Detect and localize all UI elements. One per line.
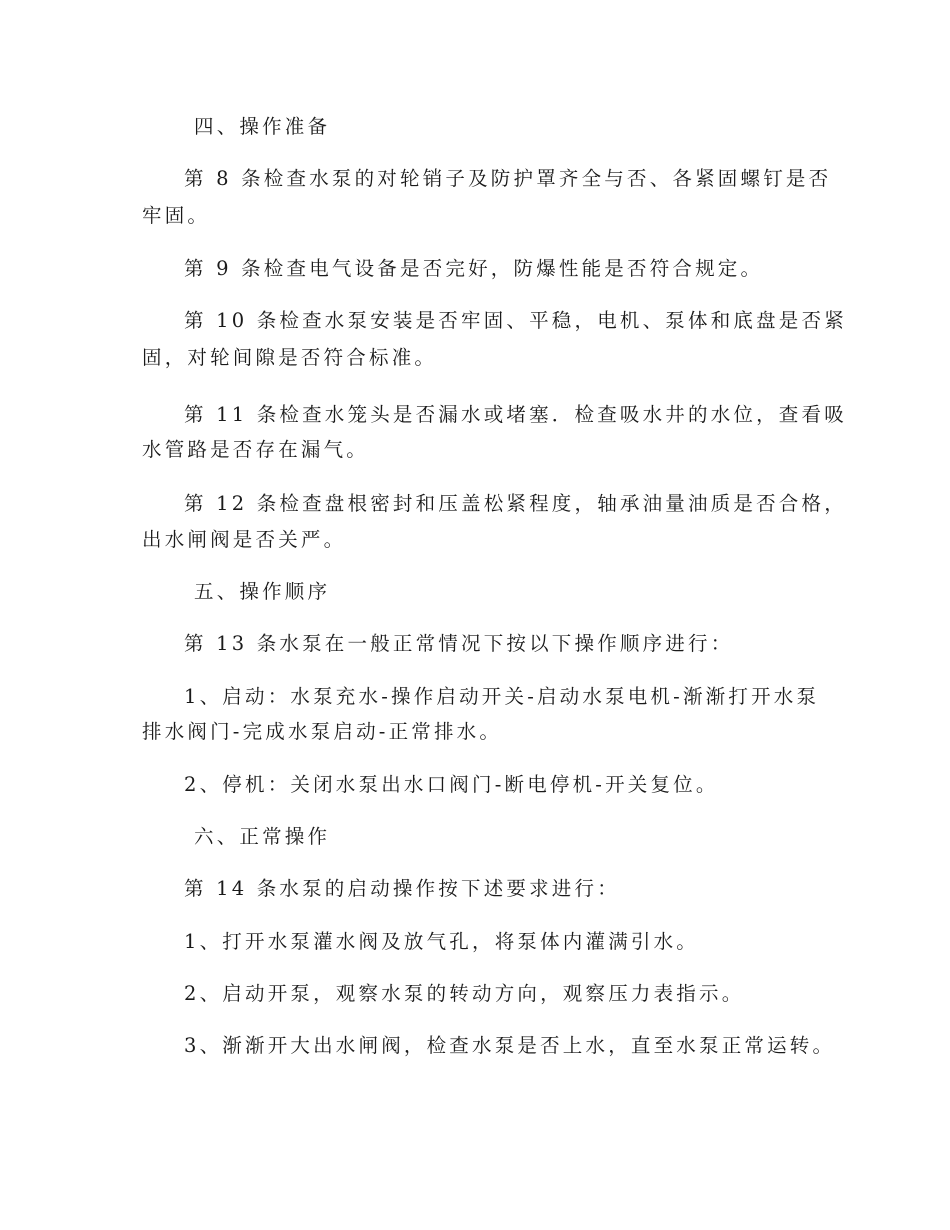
article-9: 第 9 条检查电气设备是否完好，防爆性能是否符合规定。 xyxy=(184,257,764,280)
article-12-line-1: 第 12 条检查盘根密封和压盖松紧程度，轴承油量油质是否合格， xyxy=(184,492,847,515)
operation-step-1: 1、打开水泵灌水阀及放气孔，将泵体内灌满引水。 xyxy=(184,930,700,953)
operation-step-3: 3、渐渐开大出水闸阀，检查水泵是否上水，直至水泵正常运转。 xyxy=(184,1034,836,1057)
step-start-line-1: 1、启动：水泵充水-操作启动开关-启动水泵电机-渐渐打开水泵 xyxy=(184,685,820,708)
section-heading-4: 四、操作准备 xyxy=(194,115,331,138)
step-stop: 2、停机：关闭水泵出水口阀门-断电停机-开关复位。 xyxy=(184,773,719,796)
article-12-line-2: 出水闸阀是否关严。 xyxy=(142,528,347,551)
article-8-line-1: 第 8 条检查水泵的对轮销子及防护罩齐全与否、各紧固螺钉是否 xyxy=(184,167,832,190)
section-heading-5: 五、操作顺序 xyxy=(194,580,331,603)
article-10-line-2: 固，对轮间隙是否符合标准。 xyxy=(142,346,438,369)
section-heading-6: 六、正常操作 xyxy=(194,825,331,848)
article-11-line-2: 水管路是否存在漏气。 xyxy=(142,438,370,461)
step-start-line-2: 排水阀门-完成水泵启动-正常排水。 xyxy=(142,720,503,743)
article-8-line-2: 牢固。 xyxy=(142,204,211,227)
article-13: 第 13 条水泵在一般正常情况下按以下操作顺序进行： xyxy=(184,632,734,655)
article-14: 第 14 条水泵的启动操作按下述要求进行： xyxy=(184,877,620,900)
operation-step-2: 2、启动开泵，观察水泵的转动方向，观察压力表指示。 xyxy=(184,982,745,1005)
article-11-line-1: 第 11 条检查水笼头是否漏水或堵塞．检查吸水井的水位，查看吸 xyxy=(184,403,847,426)
article-10-line-1: 第 10 条检查水泵安装是否牢固、平稳，电机、泵体和底盘是否紧 xyxy=(184,309,847,332)
